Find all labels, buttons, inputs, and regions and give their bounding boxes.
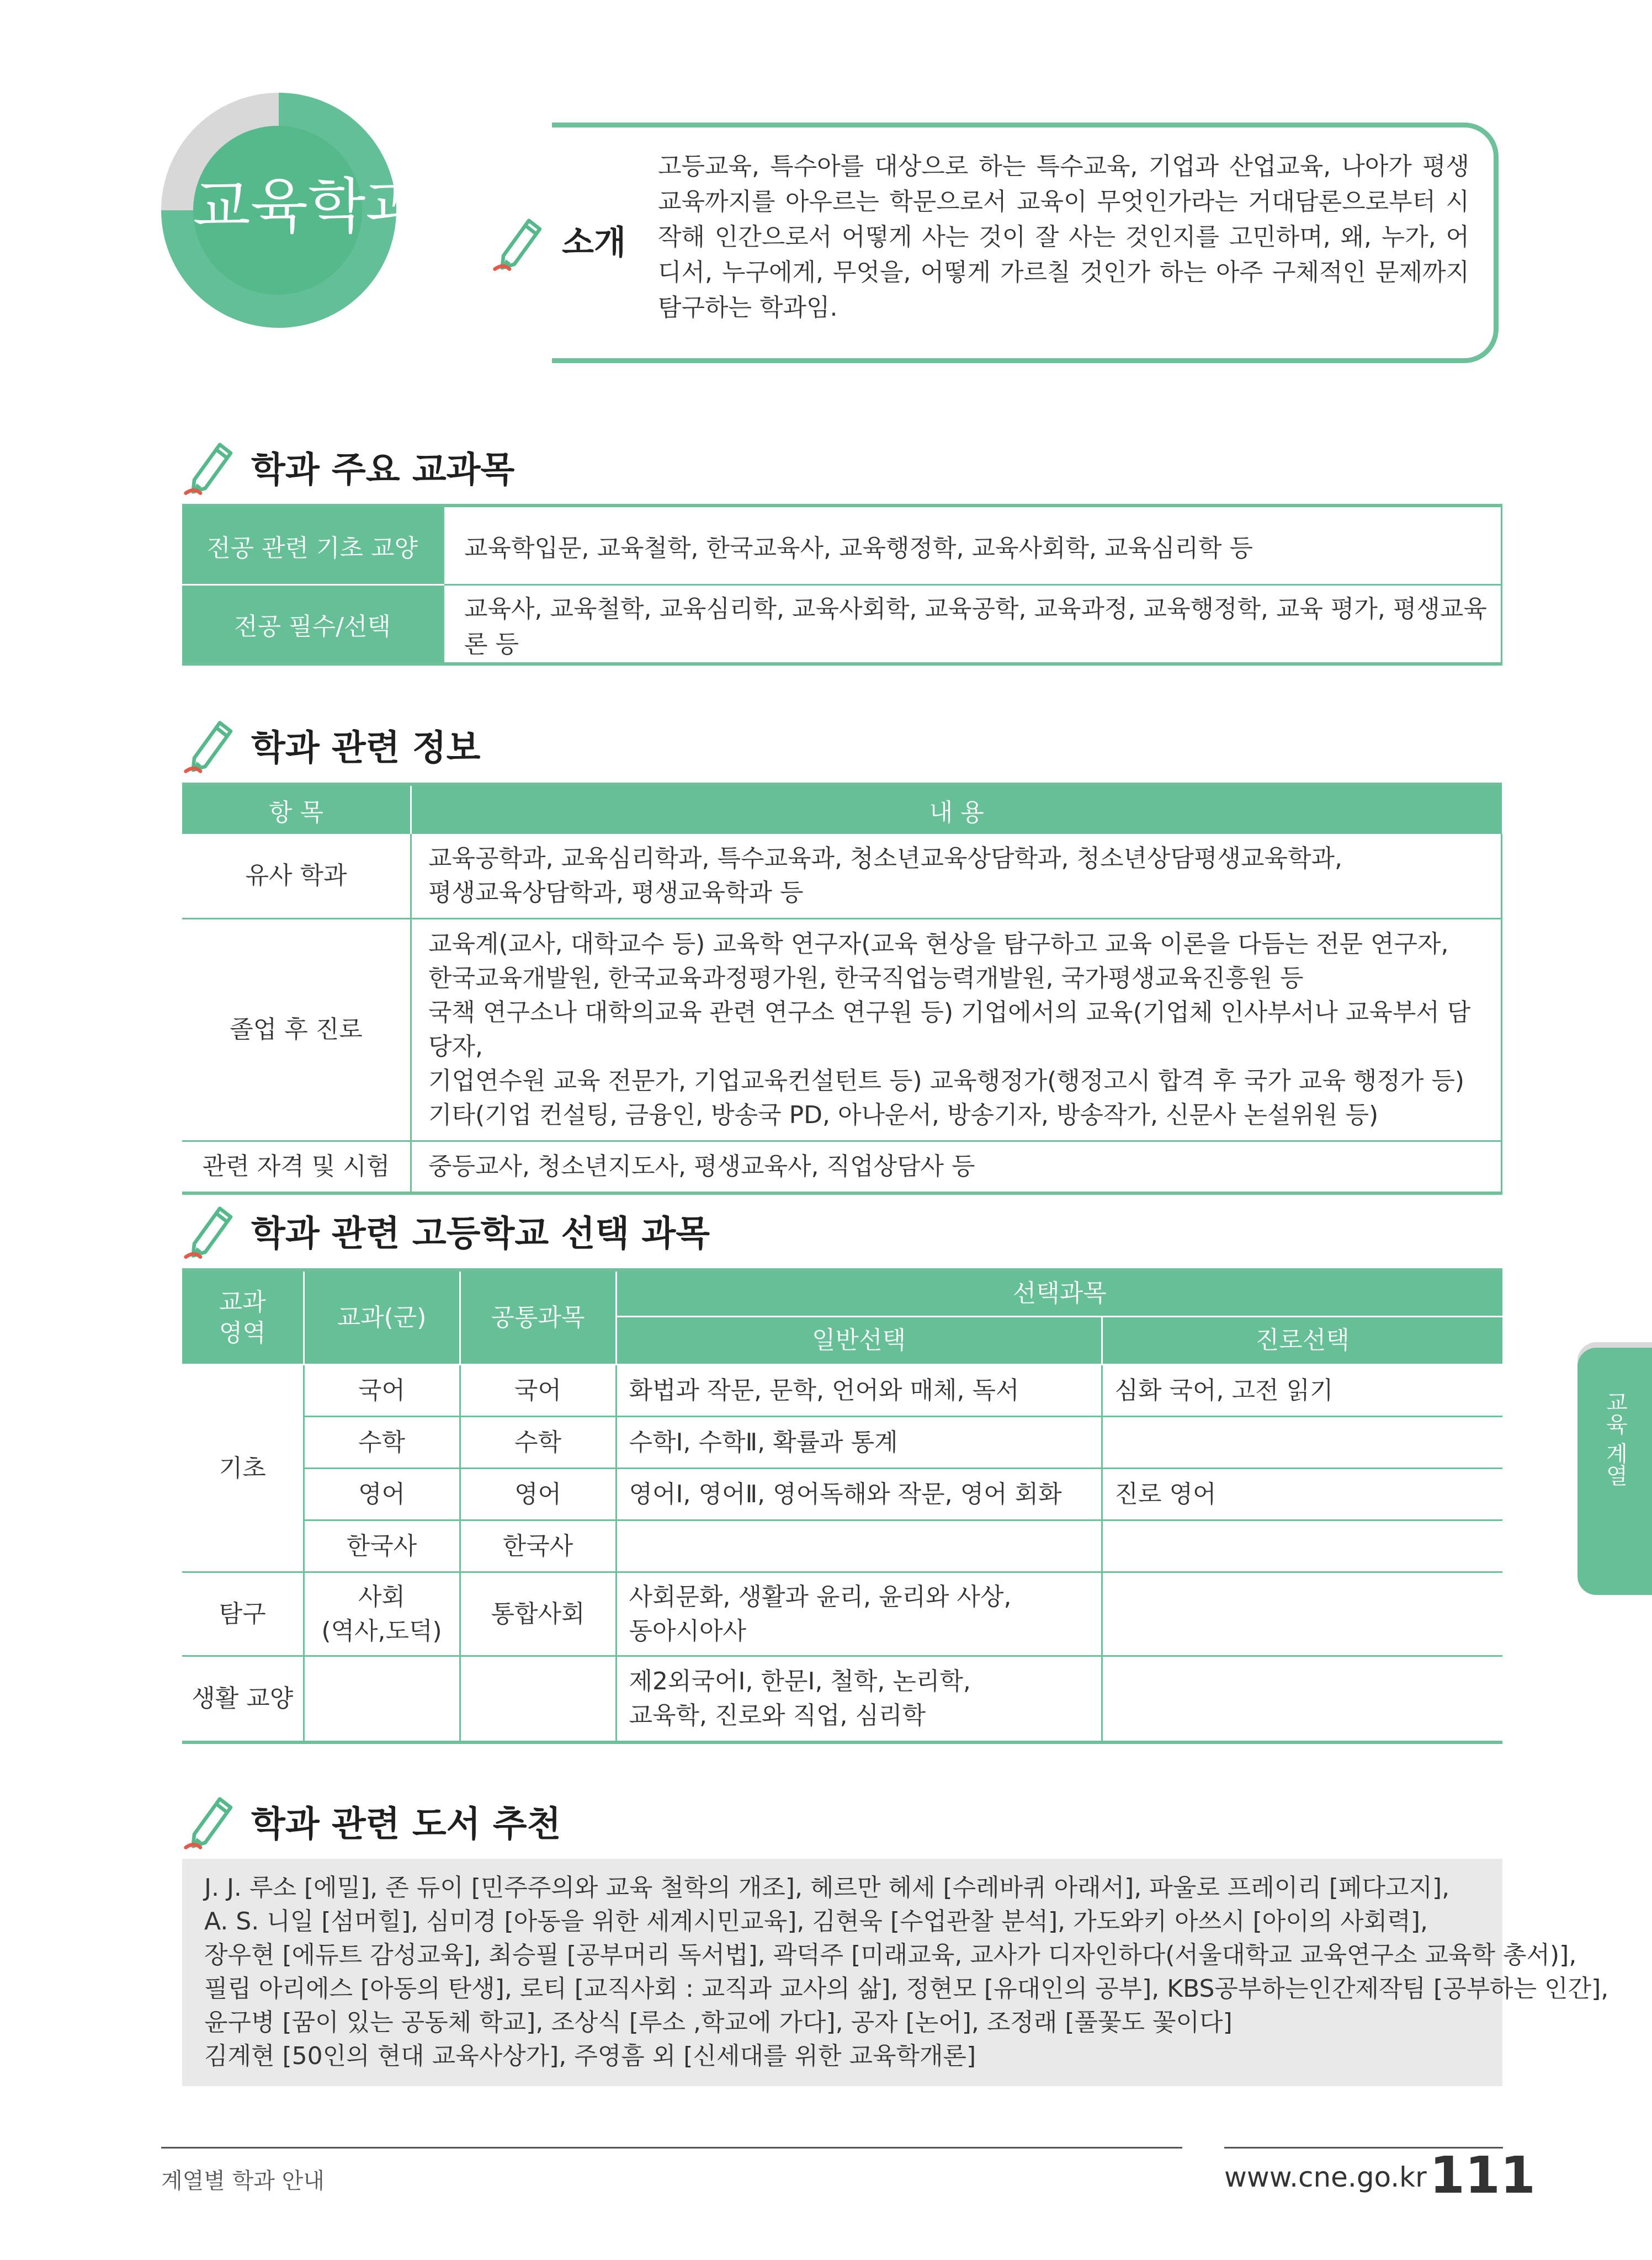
info-table: [182, 783, 1502, 1195]
general-line: 동아시아사: [629, 1616, 747, 1645]
career-cell: [1102, 1520, 1502, 1572]
header-common: 공통과목: [460, 1270, 616, 1365]
header-item: 항 목: [182, 784, 411, 834]
general-cell: [616, 1520, 1102, 1572]
career-cell: 진로 영어: [1102, 1469, 1502, 1520]
row-label: 전공 필수/선택: [182, 585, 444, 664]
table-header-row: [182, 784, 1502, 834]
header-group: 교과(군): [304, 1270, 460, 1365]
row-line: 기타(기업 컨설팅, 금융인, 방송국 PD, 아나운서, 방송기자, 방송작가, 신문사 논설위원 등): [428, 1101, 1379, 1129]
common-cell: [460, 1656, 616, 1742]
group-cell: 국어: [304, 1365, 460, 1417]
career-cell: [1102, 1572, 1502, 1656]
table-row: [182, 506, 1502, 585]
header-area-line: 교과: [219, 1288, 266, 1316]
row-line: 교육공학과, 교육심리학과, 특수교육과, 청소년교육상담학과, 청소년상담평생교육학과,: [428, 844, 1343, 873]
common-cell: 수학: [460, 1417, 616, 1469]
general-line: 사회문화, 생활과 윤리, 윤리와 사상,: [629, 1582, 1012, 1611]
general-cell: 영어Ⅰ, 영어Ⅱ, 영어독해와 작문, 영어 회화: [616, 1469, 1102, 1520]
common-cell: 영어: [460, 1469, 616, 1520]
row-label: 전공 관련 기초 교양: [182, 506, 444, 585]
career-cell: [1102, 1417, 1502, 1469]
footer-guide-label: 계열별 학과 안내: [161, 2168, 325, 2194]
group-line: (역사,도덕): [321, 1616, 442, 1645]
side-tab-label: 교육 계열: [1602, 1391, 1628, 1486]
row-label: 유사 학과: [182, 834, 411, 919]
general-cell: 수학Ⅰ, 수학Ⅱ, 확률과 통계: [616, 1417, 1102, 1469]
footer-divider: [161, 2147, 1182, 2149]
row-line: 국책 연구소나 대학의교육 관련 연구소 연구원 등) 기업에서의 교육(기업체 인사부서나 교육부서 담당자,: [428, 998, 1471, 1061]
row-label: 관련 자격 및 시험: [182, 1141, 411, 1194]
row-value: 교육학입문, 교육철학, 한국교육사, 교육행정학, 교육사회학, 교육심리학 등: [444, 506, 1502, 585]
section-title-info: 학과 관련 정보: [251, 728, 481, 769]
group-cell: 수학: [304, 1417, 460, 1469]
header-elective: 선택과목: [616, 1270, 1502, 1317]
table-header-row: [182, 1270, 1502, 1317]
table-row: [182, 1365, 1502, 1417]
row-line: 한국교육개발원, 한국교육과정평가원, 한국직업능력개발원, 국가평생교육진흥원 등: [428, 964, 1304, 992]
page-number: 111: [1430, 2146, 1536, 2205]
table-row: [182, 834, 1502, 919]
pencil-icon: [182, 435, 243, 496]
row-value: [411, 919, 1502, 1141]
common-cell: 한국사: [460, 1520, 616, 1572]
table-row: [182, 919, 1502, 1141]
row-value: [411, 834, 1502, 919]
footer-url: www.cne.go.kr: [1224, 2161, 1427, 2193]
section-title-subjects: 학과 관련 고등학교 선택 과목: [251, 1214, 710, 1254]
general-cell: [616, 1656, 1102, 1742]
group-cell: [304, 1572, 460, 1656]
group-cell: [304, 1656, 460, 1742]
row-value: [411, 1141, 1502, 1194]
table-row: [182, 1656, 1502, 1742]
general-line: 제2외국어Ⅰ, 한문Ⅰ, 철학, 논리학,: [629, 1667, 971, 1695]
book-line: A. S. 니일 [섬머힐], 심미경 [아동을 위한 세계시민교육], 김현욱 [수업관찰 분석], 가도와키 아쓰시 [아이의 사회력],: [204, 1907, 1428, 1935]
table-row: [182, 1520, 1502, 1572]
courses-table: [182, 504, 1502, 666]
pencil-icon: [182, 713, 243, 774]
header-career: 진로선택: [1102, 1317, 1502, 1365]
common-cell: 국어: [460, 1365, 616, 1417]
intro-label: 소개: [562, 224, 626, 262]
table-row: [182, 1417, 1502, 1469]
group-cell: 한국사: [304, 1520, 460, 1572]
book-list: [182, 1859, 1609, 2086]
career-cell: 심화 국어, 고전 읽기: [1102, 1365, 1502, 1417]
row-line: 평생교육상담학과, 평생교육학과 등: [428, 879, 804, 907]
table-row: [182, 585, 1502, 664]
group-line: 사회: [358, 1582, 405, 1611]
group-cell: 영어: [304, 1469, 460, 1520]
book-line: 윤구병 [꿈이 있는 공동체 학교], 조상식 [루소 ,학교에 가다], 공자 [논어], 조정래 [풀꽃도 꽃이다]: [204, 2008, 1233, 2036]
row-label: 졸업 후 진로: [182, 919, 411, 1141]
subjects-table: [182, 1268, 1502, 1744]
header-area-line: 영역: [219, 1318, 266, 1347]
table-row: [182, 1141, 1502, 1194]
pencil-icon: [491, 211, 552, 272]
book-line: 김계현 [50인의 현대 교육사상가], 주영흠 외 [신세대를 위한 교육학개론]: [204, 2042, 976, 2070]
book-line: 장우현 [에듀트 감성교육], 최승필 [공부머리 독서법], 곽덕주 [미래교육, 교사가 디자인하다(서울대학교 교육연구소 교육학 총서)],: [204, 1941, 1577, 1969]
pencil-icon: [182, 1789, 243, 1850]
book-line: J. J. 루소 [에밀], 존 듀이 [민주주의와 교육 철학의 개조], 헤르만 헤세 [수레바퀴 아래서], 파울로 프레이리 [페다고지],: [204, 1874, 1450, 1902]
row-line: 중등교사, 청소년지도사, 평생교육사, 직업상담사 등: [428, 1152, 975, 1180]
pencil-icon: [182, 1199, 243, 1259]
header-area: [182, 1270, 304, 1365]
table-row: [182, 1572, 1502, 1656]
intro-text: 고등교육, 특수아를 대상으로 하는 특수교육, 기업과 산업교육, 나아가 평생교육까지를 아우르는 학문으로서 교육이 무엇인가라는 거대담론으로부터 시작해 인간으로서 어떻게 사는 것이 잘 사는 것인지를 고민하며, 왜, 누가, 어디서, 누구에게, 무엇을, 어떻게 가르칠 것인가 하는 아주 구체적인 문제까지 탐구하는 학과임.: [658, 152, 1469, 322]
book-line: 필립 아리에스 [아동의 탄생], 로티 [교직사회 : 교직과 교사의 삶], 정현모 [유대인의 공부], KBS공부하는인간제작팀 [공부하는 인간],: [204, 1975, 1609, 2003]
general-cell: 화법과 작문, 문학, 언어와 매체, 독서: [616, 1365, 1102, 1417]
common-cell: 통합사회: [460, 1572, 616, 1656]
row-line: 기업연수원 교육 전문가, 기업교육컨설턴트 등) 교육행정가(행정고시 합격 후 국가 교육 행정가 등): [428, 1067, 1464, 1095]
header-general: 일반선택: [616, 1317, 1102, 1365]
general-line: 교육학, 진로와 직업, 심리학: [629, 1701, 926, 1730]
area-cell: 탐구: [182, 1572, 304, 1656]
general-cell: [616, 1572, 1102, 1656]
row-line: 교육계(교사, 대학교수 등) 교육학 연구자(교육 현상을 탐구하고 교육 이론을 다듬는 전문 연구자,: [428, 930, 1449, 958]
department-title: 교육학과: [193, 172, 423, 241]
career-cell: [1102, 1656, 1502, 1742]
header-content: 내 용: [411, 784, 1502, 834]
row-value: 교육사, 교육철학, 교육심리학, 교육사회학, 교육공학, 교육과정, 교육행정학, 교육 평가, 평생교육론 등: [444, 585, 1502, 664]
area-cell: 기초: [182, 1365, 304, 1572]
section-title-books: 학과 관련 도서 추천: [251, 1804, 561, 1845]
table-row: [182, 1469, 1502, 1520]
area-cell: 생활 교양: [182, 1656, 304, 1742]
section-title-courses: 학과 주요 교과목: [251, 450, 515, 491]
